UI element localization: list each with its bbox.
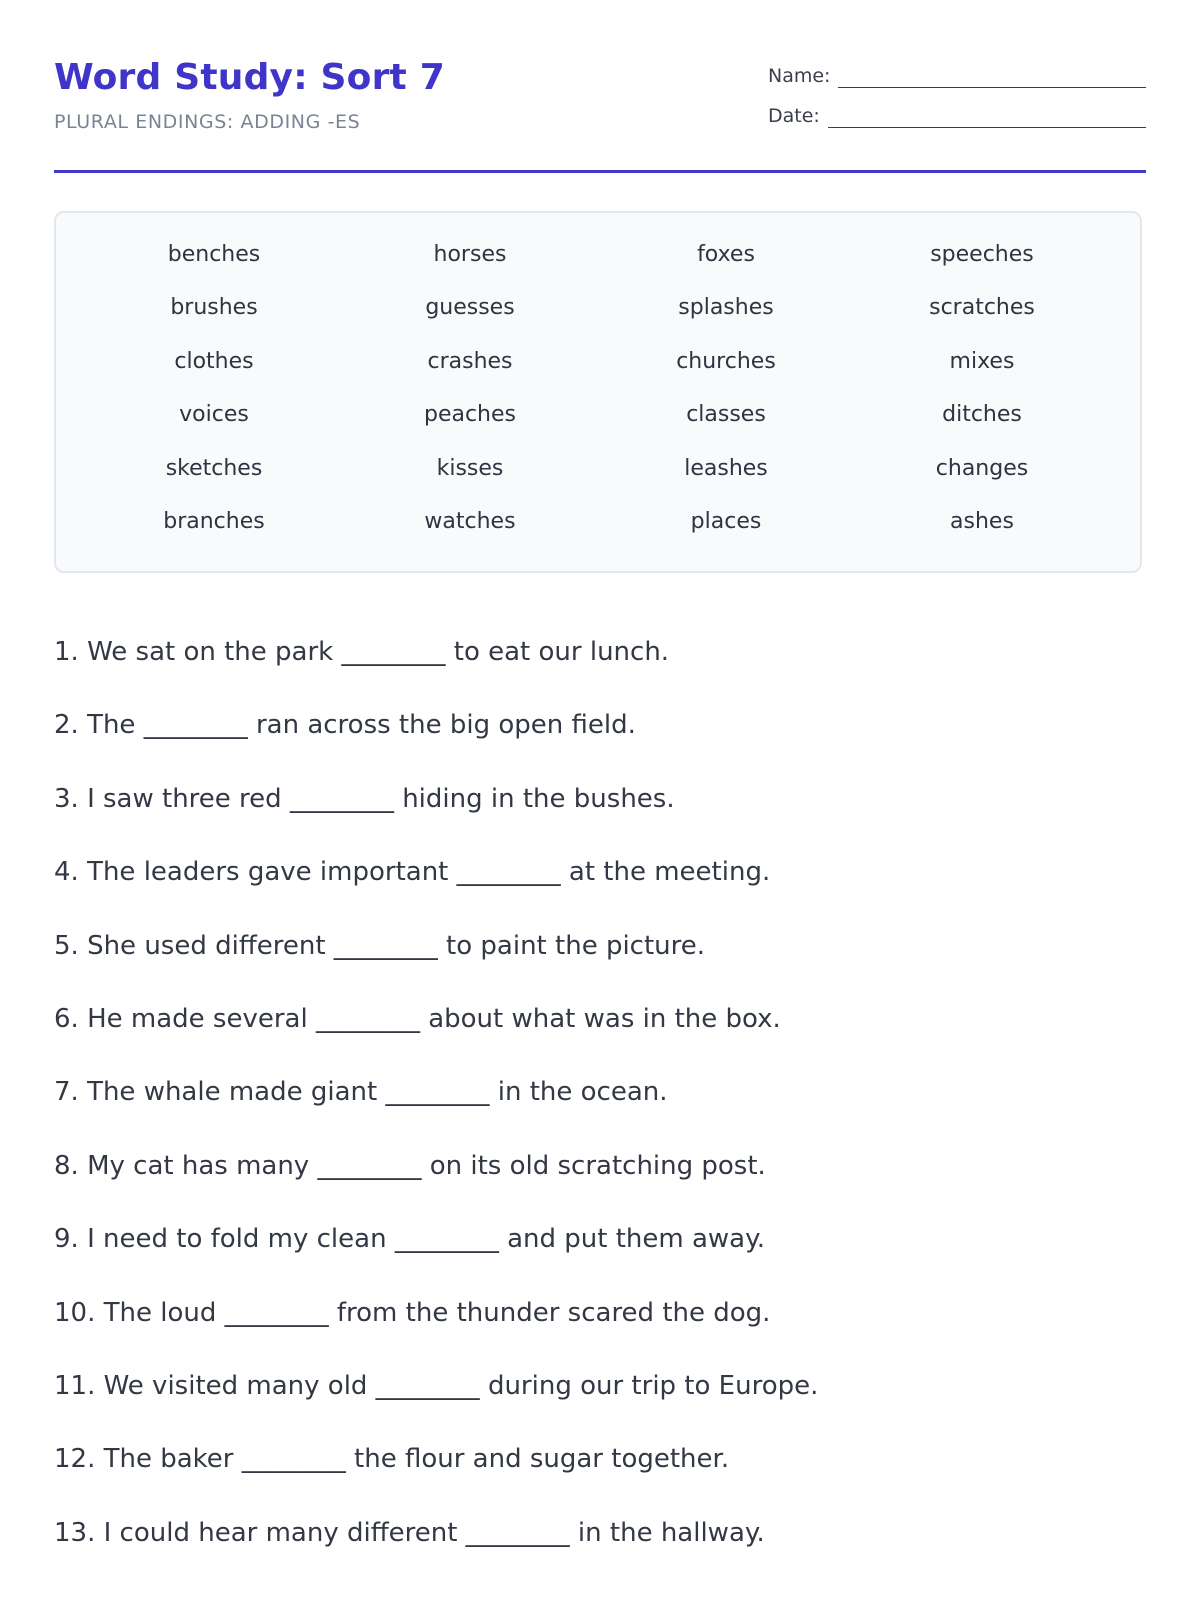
- question-item: 5. She used different ________ to paint the picture.: [54, 930, 706, 961]
- word-bank-item: classes: [686, 402, 766, 428]
- page-subtitle: PLURAL ENDINGS: ADDING -ES: [54, 111, 361, 133]
- name-field[interactable]: [768, 64, 1146, 88]
- question-item: 1. We sat on the park ________ to eat our lunch.: [54, 637, 670, 667]
- question-item: 12. The baker ________ the flour and sugar together.: [54, 1444, 730, 1475]
- word-bank-item: foxes: [697, 242, 755, 267]
- page-title: Word Study: Sort 7: [54, 57, 445, 98]
- word-bank-item: speeches: [930, 242, 1034, 267]
- question-item: 6. He made several ________ about what was in the box.: [54, 1003, 781, 1034]
- question-item: 4. The leaders gave important ________ at the meeting.: [54, 857, 771, 888]
- question-item: 2. The ________ ran across the big open field.: [54, 710, 636, 741]
- question-item: 10. The loud ________ from the thunder scared the dog.: [54, 1297, 771, 1328]
- word-bank-grid: [86, 239, 1110, 559]
- word-bank-item: crashes: [427, 348, 513, 374]
- question-item: 7. The whale made giant ________ in the ocean.: [54, 1077, 668, 1108]
- name-label: Name:: [768, 65, 831, 87]
- word-bank-item: kisses: [436, 455, 504, 481]
- word-bank-item: changes: [935, 455, 1029, 481]
- question-item: 11. We visited many old ________ during our trip to Europe.: [54, 1370, 819, 1401]
- word-bank-item: peaches: [423, 402, 517, 428]
- worksheet-page: [54, 0, 1146, 1600]
- date-label: Date:: [768, 105, 820, 127]
- word-bank-item: brushes: [170, 295, 258, 321]
- word-bank-item: churches: [676, 348, 776, 374]
- question-item: 3. I saw three red ________ hiding in the bushes.: [54, 783, 675, 814]
- word-bank-item: horses: [433, 242, 507, 267]
- word-bank-item: benches: [167, 242, 261, 267]
- word-bank-item: mixes: [949, 348, 1015, 374]
- word-bank-item: sketches: [165, 455, 263, 481]
- word-bank-item: voices: [179, 402, 249, 428]
- question-item: 8. My cat has many ________ on its old scratching post.: [54, 1150, 766, 1181]
- question-list: [54, 632, 1146, 1586]
- word-bank-item: ditches: [942, 402, 1022, 428]
- word-bank-item: places: [690, 508, 762, 534]
- name-blank-line[interactable]: [838, 69, 1146, 88]
- word-bank-item: splashes: [678, 295, 774, 321]
- word-bank: [54, 211, 1142, 573]
- date-field[interactable]: [768, 104, 1146, 128]
- word-bank-item: branches: [163, 508, 265, 534]
- question-item: 13. I could hear many different ________ in the hallway.: [54, 1517, 765, 1548]
- worksheet-header: [54, 54, 1146, 173]
- word-bank-item: ashes: [950, 508, 1014, 534]
- question-item: 9. I need to fold my clean ________ and put them away.: [54, 1224, 766, 1255]
- word-bank-item: clothes: [174, 348, 254, 374]
- word-bank-item: guesses: [425, 295, 515, 321]
- date-blank-line[interactable]: [828, 109, 1146, 128]
- word-bank-item: watches: [424, 508, 516, 534]
- word-bank-item: leashes: [684, 455, 768, 481]
- word-bank-item: scratches: [929, 295, 1035, 321]
